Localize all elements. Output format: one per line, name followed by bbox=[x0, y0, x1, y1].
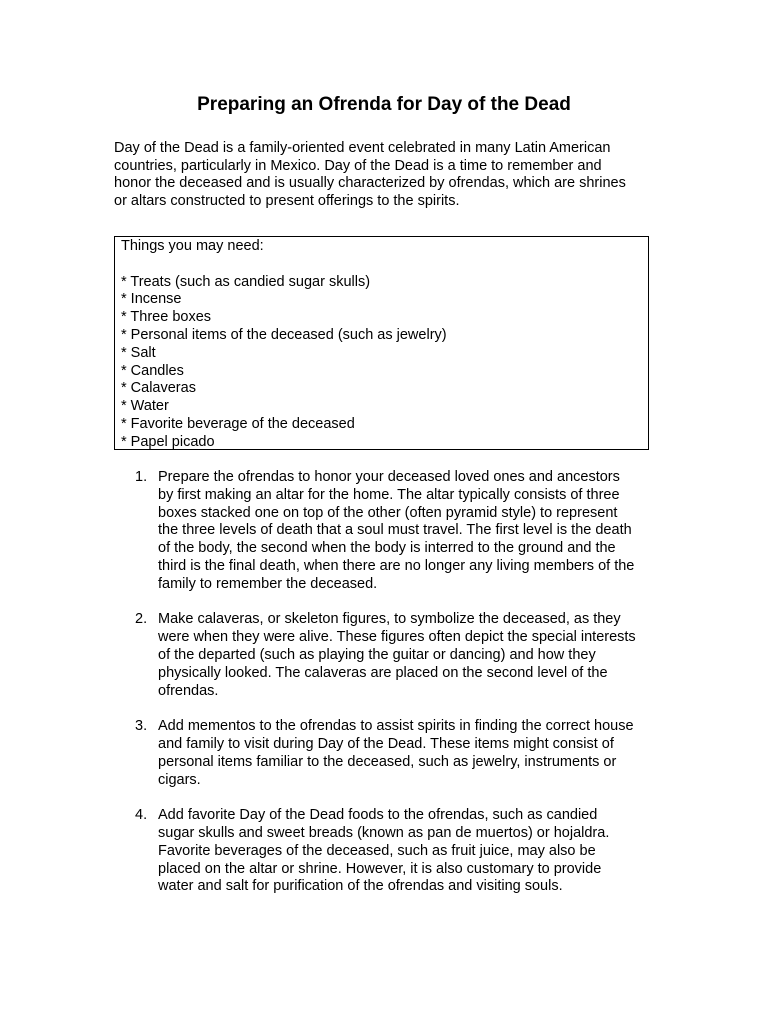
list-item: * Personal items of the deceased (such as jewelry) bbox=[121, 326, 447, 343]
step-number: 3. bbox=[135, 718, 148, 735]
intro-line: or altars constructed to present offerings to the spirits. bbox=[114, 193, 460, 210]
list-item: * Water bbox=[121, 398, 169, 415]
step-line: ofrendas. bbox=[158, 682, 219, 699]
step-line: third is the final death, when there are no longer any living members of the bbox=[158, 557, 635, 574]
step-2 bbox=[114, 611, 674, 700]
step-line: of the body, the second when the body is interred to the ground and the bbox=[158, 540, 616, 557]
list-item: * Candles bbox=[121, 362, 184, 379]
step-line: Prepare the ofrendas to honor your deceased loved ones and ancestors bbox=[158, 469, 620, 485]
step-line: were when they were alive. These figures often depict the special interests bbox=[158, 629, 636, 646]
page-title: Preparing an Ofrenda for Day of the Dead bbox=[197, 94, 571, 115]
step-line: personal items familiar to the deceased, such as jewelry, instruments or bbox=[158, 753, 617, 770]
list-item: * Incense bbox=[121, 291, 182, 308]
things-needed-heading: Things you may need: bbox=[121, 238, 264, 254]
step-line: and family to visit during Day of the Dead. These items might consist of bbox=[158, 735, 614, 752]
step-line: placed on the altar or shrine. However, it is also customary to provide bbox=[158, 860, 602, 877]
intro-line: Day of the Dead is a family-oriented event celebrated in many Latin American bbox=[114, 140, 611, 156]
step-line: Make calaveras, or skeleton figures, to symbolize the deceased, as they bbox=[158, 611, 621, 628]
things-needed-box bbox=[114, 236, 649, 450]
step-line: of the departed (such as playing the guitar or dancing) and how they bbox=[158, 646, 596, 663]
step-line: physically looked. The calaveras are placed on the second level of the bbox=[158, 664, 608, 681]
step-line: by first making an altar for the home. The altar typically consists of three bbox=[158, 486, 620, 503]
step-line: family to remember the deceased. bbox=[158, 575, 378, 592]
step-line: Add favorite Day of the Dead foods to the ofrendas, such as candied bbox=[158, 807, 598, 824]
instruction-steps bbox=[114, 469, 674, 914]
step-number: 4. bbox=[135, 807, 148, 824]
step-line: boxes stacked one on top of the other (often pyramid style) to represent bbox=[158, 504, 618, 521]
step-number: 1. bbox=[135, 469, 148, 485]
list-item: * Salt bbox=[121, 344, 156, 361]
step-line: Favorite beverages of the deceased, such as fruit juice, may also be bbox=[158, 842, 596, 859]
list-item: * Calaveras bbox=[121, 380, 196, 397]
intro-paragraph bbox=[114, 140, 654, 211]
step-number: 2. bbox=[135, 611, 148, 628]
step-line: Add mementos to the ofrendas to assist spirits in finding the correct house bbox=[158, 718, 634, 735]
step-1 bbox=[114, 469, 674, 594]
step-line: sugar skulls and sweet breads (known as pan de muertos) or hojaldra. bbox=[158, 824, 610, 841]
list-item: * Three boxes bbox=[121, 309, 212, 326]
step-3 bbox=[114, 718, 674, 789]
step-line: the three levels of death that a soul must travel. The first level is the death bbox=[158, 522, 632, 539]
things-needed-list bbox=[121, 274, 648, 452]
list-item: * Favorite beverage of the deceased bbox=[121, 415, 355, 432]
step-line: water and salt for purification of the ofrendas and visiting souls. bbox=[158, 878, 563, 895]
intro-line: countries, particularly in Mexico. Day of the Dead is a time to remember and bbox=[114, 157, 602, 174]
list-item: * Treats (such as candied sugar skulls) bbox=[121, 273, 371, 290]
intro-line: honor the deceased and is usually characterized by ofrendas, which are shrines bbox=[114, 175, 626, 192]
step-line: cigars. bbox=[158, 771, 201, 788]
list-item: * Papel picado bbox=[121, 433, 215, 450]
step-4 bbox=[114, 807, 674, 896]
